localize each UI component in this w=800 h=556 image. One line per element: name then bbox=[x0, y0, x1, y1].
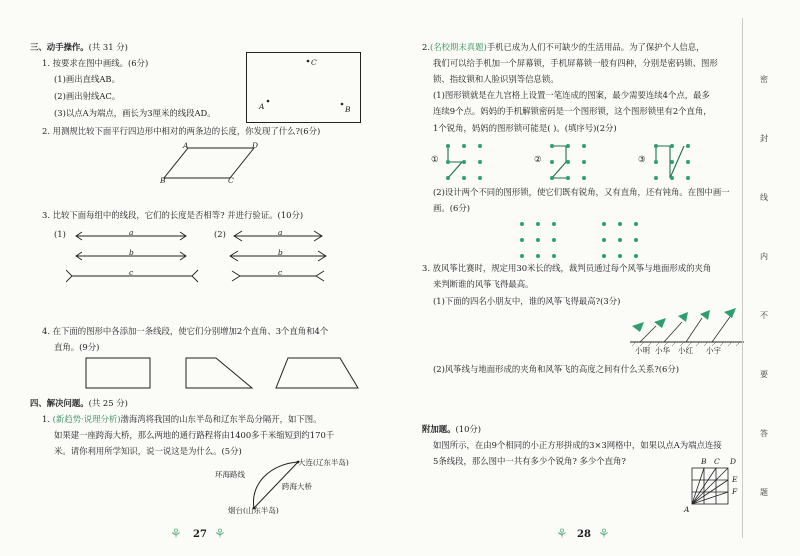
grid-dot bbox=[602, 222, 606, 226]
grid-dot bbox=[566, 144, 570, 148]
option-3-label: ③ bbox=[638, 154, 646, 164]
grid-dot bbox=[462, 176, 466, 180]
grid-dot bbox=[634, 238, 638, 242]
q3-group1: (1) bbox=[54, 229, 66, 239]
leaf-icon-right-2: ⚘ bbox=[598, 527, 610, 542]
r-q3-line-2: 来判断谁的风筝飞得最高。 bbox=[433, 279, 534, 289]
grid-dot bbox=[536, 254, 540, 258]
grid-dot bbox=[654, 160, 658, 164]
grid-dot bbox=[552, 238, 556, 242]
page-number-right: 28 bbox=[577, 529, 591, 540]
grid-dot bbox=[566, 160, 570, 164]
q3-1-label-c: c bbox=[129, 268, 134, 277]
p1-line-3: 米。请你利用所学知识，说一说这是为什么。(5分) bbox=[54, 446, 242, 456]
grid-dot bbox=[618, 254, 622, 258]
grid-label-d: D bbox=[730, 457, 737, 466]
binding-line bbox=[742, 18, 743, 538]
map-huanhai: 环海路线 bbox=[215, 470, 245, 479]
grid-dot bbox=[550, 144, 554, 148]
r-q2-line-2: 我们可以给手机加一个屏幕锁，手机屏幕锁一般有四种，分别是密码锁、图形 bbox=[433, 58, 718, 68]
grid-dot bbox=[634, 222, 638, 226]
grid-dot bbox=[670, 160, 674, 164]
grid-dot bbox=[552, 254, 556, 258]
leaf-icon-right-1: ⚘ bbox=[556, 527, 568, 542]
pg-label-c: C bbox=[228, 176, 234, 185]
margin-char-6: 要 bbox=[760, 370, 768, 379]
q3-text: 3. 比较下面每组中的线段，它们的长度是否相等? 并进行验证。(10分) bbox=[42, 210, 304, 220]
map-bridge: 跨海大桥 bbox=[282, 482, 312, 491]
q4-text-2: 直角。(9分) bbox=[54, 342, 100, 352]
r-q2-design-2: 画。(6分) bbox=[433, 203, 470, 213]
grid-dot bbox=[536, 222, 540, 226]
grid-dot bbox=[686, 144, 690, 148]
margin-char-4: 内 bbox=[760, 252, 768, 261]
grid-dot bbox=[446, 176, 450, 180]
grid-dot bbox=[520, 238, 524, 242]
grid-dot bbox=[582, 144, 586, 148]
r-q2-design-1: (2)设计两个不同的图形锁，使它们既有锐角，又有直角，还有钝角。在图中画一 bbox=[433, 187, 730, 197]
grid-dot bbox=[686, 160, 690, 164]
parallelogram bbox=[160, 146, 260, 182]
point-a bbox=[267, 100, 270, 103]
extra-title: 附加题。(10分) bbox=[422, 424, 482, 434]
grid-dot bbox=[478, 176, 482, 180]
point-b bbox=[341, 103, 344, 106]
extra-line-2: 5条线段，那么图中一共有多少个锐角? 多少个直角? bbox=[433, 456, 626, 466]
q3-group2-figure bbox=[228, 224, 352, 288]
q1-c: (3)以点A为端点，画长为3厘米的线段AD。 bbox=[54, 108, 216, 118]
q4-text: 4. 在下面的图形中各添加一条线段，使它们分别增加2个直角、3个直角和4个 bbox=[42, 326, 329, 336]
grid-dot bbox=[634, 254, 638, 258]
grid-dot bbox=[566, 176, 570, 180]
map-yantai: 烟台(山东半岛) bbox=[228, 506, 279, 515]
option-2-label: ② bbox=[534, 154, 542, 164]
grid-dot bbox=[602, 238, 606, 242]
r-q2-line-4: (1)图形锁就是在九宫格上设置一笔连成的图案，最少需要连续4个点，最多 bbox=[433, 90, 710, 100]
kid-xiaoming: 小明 bbox=[635, 346, 650, 355]
grid-dot bbox=[552, 222, 556, 226]
grid-dot bbox=[520, 254, 524, 258]
grid-dot bbox=[462, 160, 466, 164]
grid-label-e: E bbox=[732, 475, 738, 484]
p1-line-2: 如果建一座跨海大桥，那么两地的通行路程将由1400多千米缩短到约170千 bbox=[54, 430, 335, 440]
grid-label-a: A bbox=[684, 505, 690, 514]
grid-label-c: C bbox=[714, 457, 720, 466]
kid-xiaoyu: 小宇 bbox=[706, 346, 721, 355]
margin-char-5: 不 bbox=[760, 311, 768, 320]
grid-dot bbox=[446, 144, 450, 148]
q3-2-label-b: b bbox=[278, 248, 283, 257]
grid-dot bbox=[670, 176, 674, 180]
q3-2-label-c: c bbox=[278, 268, 283, 277]
q3-group2: (2) bbox=[214, 229, 226, 239]
option-1-label: ① bbox=[431, 154, 439, 164]
grid-label-b: B bbox=[701, 457, 707, 466]
margin-char-2: 封 bbox=[760, 134, 768, 143]
point-c bbox=[307, 60, 310, 63]
grid-dot bbox=[654, 176, 658, 180]
margin-char-7: 答 bbox=[760, 429, 768, 438]
grid-dot bbox=[462, 144, 466, 148]
grid-dot bbox=[582, 176, 586, 180]
q3-group1-figure bbox=[66, 224, 202, 288]
grid-dot bbox=[478, 144, 482, 148]
label-c: C bbox=[311, 58, 317, 67]
q2-text: 2. 用测规比较下面平行四边形中相对的两条边的长度，你发现了什么?(6分) bbox=[42, 126, 321, 136]
r-q3-line-4: (2)风筝线与地面形成的夹角和风筝飞的高度之间有什么关系?(6分) bbox=[433, 364, 679, 374]
grid-dot bbox=[520, 222, 524, 226]
section-3-title: 三、动手操作。(共 31 分) bbox=[30, 42, 128, 52]
margin-char-8: 题 bbox=[760, 488, 768, 497]
r-q3-line-3: (1)下面的四名小朋友中，谁的风筝飞得最高?(3分) bbox=[433, 296, 621, 306]
grid-dot bbox=[618, 238, 622, 242]
grid-dot bbox=[550, 160, 554, 164]
grid-dot bbox=[602, 254, 606, 258]
leaf-icon-left-1: ⚘ bbox=[170, 527, 182, 542]
margin-char-1: 密 bbox=[760, 75, 768, 84]
pg-label-b: B bbox=[160, 176, 166, 185]
pg-label-d: D bbox=[252, 141, 259, 150]
extra-grid-figure bbox=[686, 462, 736, 512]
grid-dot bbox=[478, 160, 482, 164]
r-q2-line-6: 1个锐角，妈妈的图形锁可能是( )。(填序号)(2分) bbox=[433, 123, 617, 133]
q3-2-label-a: a bbox=[278, 228, 283, 237]
q3-1-label-a: a bbox=[129, 228, 134, 237]
q1-text: 1. 按要求在图中画线。(6分) bbox=[42, 58, 149, 68]
r-q2-line-1: 2.(名校期末真题)手机已成为人们不可缺少的生活用品。为了保护个人信息， bbox=[422, 42, 705, 52]
label-b: B bbox=[345, 105, 351, 114]
grid-dot bbox=[686, 176, 690, 180]
grid-dot bbox=[536, 238, 540, 242]
r-q3-line-1: 3. 放风筝比赛时，规定用30米长的线，裁判员通过每个风筝与地面形成的夹角 bbox=[422, 263, 712, 273]
grid-dot bbox=[654, 144, 658, 148]
grid-dot bbox=[618, 222, 622, 226]
kid-xiaohua: 小华 bbox=[655, 346, 670, 355]
q1-a: (1)画出直线AB。 bbox=[54, 74, 120, 84]
kid-xiaohong: 小红 bbox=[678, 346, 693, 355]
r-q2-line-3: 锁、指纹锁和人脸识别等信息锁。 bbox=[433, 74, 559, 84]
grid-label-f: F bbox=[732, 487, 738, 496]
label-a: A bbox=[259, 102, 265, 111]
pg-label-a: A bbox=[183, 141, 189, 150]
grid-dot bbox=[670, 144, 674, 148]
margin-char-3: 线 bbox=[760, 193, 768, 202]
grid-dot bbox=[446, 160, 450, 164]
page-number-left: 27 bbox=[193, 529, 207, 540]
grid-dot bbox=[550, 176, 554, 180]
q3-1-label-b: b bbox=[129, 248, 134, 257]
q1-b: (2)画出射线AC。 bbox=[54, 91, 121, 101]
map-dalian: 大连(辽东半岛) bbox=[298, 458, 349, 467]
grid-dot bbox=[582, 160, 586, 164]
r-q2-line-5: 连续9个点。妈妈的手机解锁密码是一个图形锁，这个图形锁里有2个直角， bbox=[433, 106, 712, 116]
extra-line-1: 如图所示，在由9个相同的小正方形拼成的3×3网格中，如果以点A为端点连接 bbox=[433, 440, 722, 450]
p1-line-1: 1. (新趋势·说理分析)渤海湾将我国的山东半岛和辽东半岛分隔开，如下图。 bbox=[42, 414, 322, 424]
section-4-title: 四、解决问题。(共 25 分) bbox=[30, 398, 128, 408]
leaf-icon-left-2: ⚘ bbox=[214, 527, 226, 542]
q4-shapes bbox=[84, 356, 364, 390]
